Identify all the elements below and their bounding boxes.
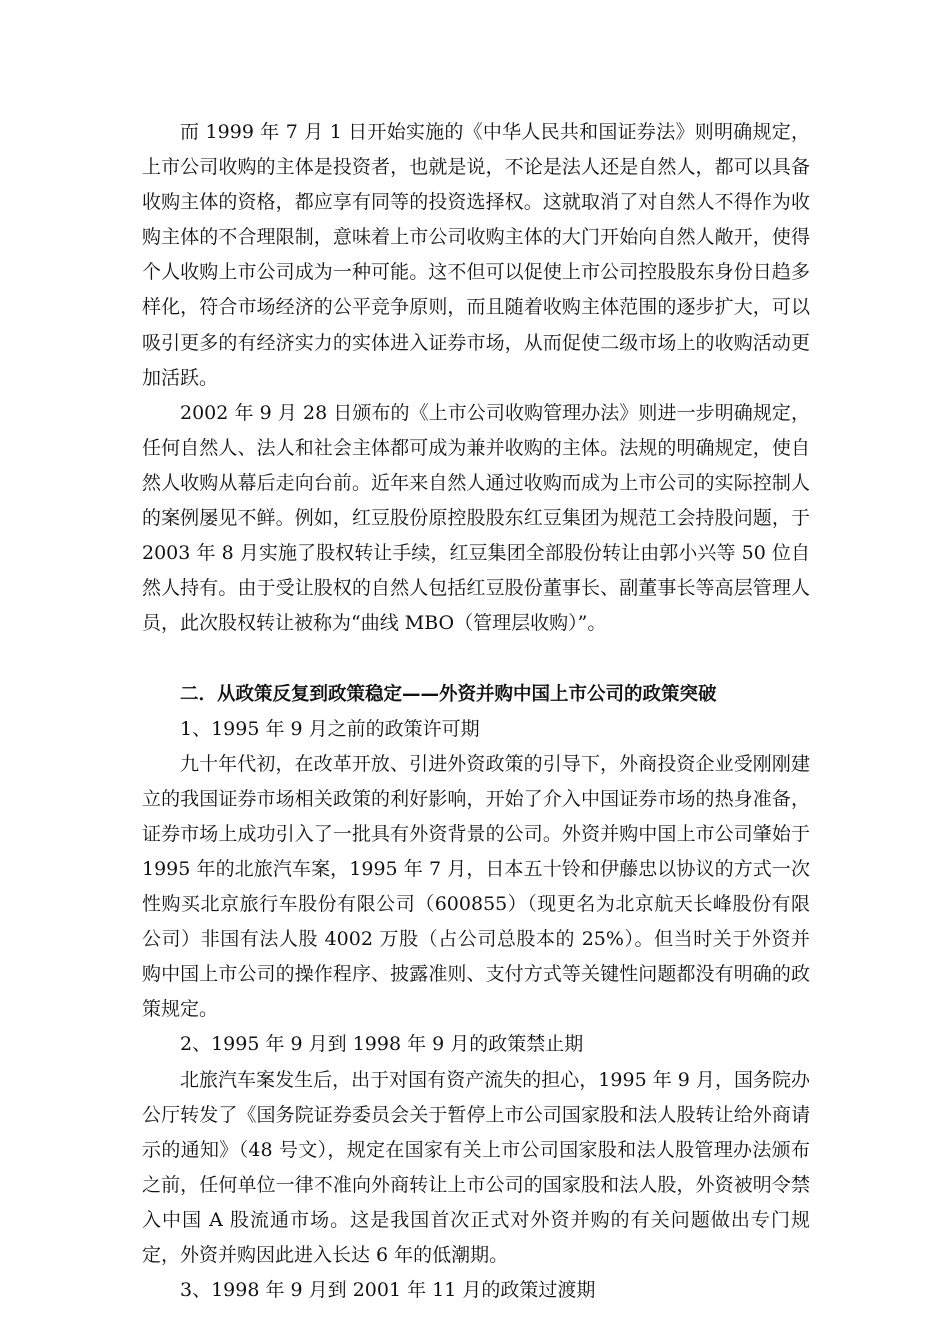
paragraph-acquisition-measures: 2002 年 9 月 28 日颁布的《上市公司收购管理办法》则进一步明确规定，任何自然人、法人和社会主体都可成为兼并收购的主体。法规的明确规定，使自然人收购从幕后走向台前。近年来自然人通过收购而成为上市公司的实际控制人的案例屡见不鲜。例如，红豆股份原控股股东红豆集团为规范工会持股问题，于 2003 年 8 月实施了股权转让手续，红豆集团全部股份转让由郭小兴等 50 位自然人持有。由于受让股权的自然人包括红豆股份董事长、副董事长等高层管理人员，此次股权转让被称为“曲线 MBO（管理层收购）”。 [142,401,810,635]
paragraph-securities-law: 而 1999 年 7 月 1 日开始实施的《中华人民共和国证券法》则明确规定，上市公司收购的主体是投资者，也就是说，不论是法人还是自然人，都可以具备收购主体的资格，都应享有同等的投资选择权。这就取消了对自然人不得作为收购主体的不合理限制，意味着上市公司收购主体的大门开始向自然人敞开，使得个人收购上市公司成为一种可能。这不但可以促使上市公司控股股东身份日趋多样化，符合市场经济的公平竞争原则，而且随着收购主体范围的逐步扩大，可以吸引更多的有经济实力的实体进入证券市场，从而促使二级市场上的收购活动更加活跃。 [142,121,810,389]
subheading-permission-period: 1、1995 年 9 月之前的政策许可期 [180,717,480,740]
paragraph-prohibition-period: 北旅汽车案发生后，出于对国有资产流失的担心，1995 年 9 月，国务院办公厅转发了《国务院证券委员会关于暂停上市公司国家股和法人股转让给外商请示的通知》（48 号文），规定在国家有关上市公司国家股和法人股管理办法颁布之前，任何单位一律不准向外商转让上市公司的国家股和法人股，外资被明令禁入中国 A 股流通市场。这是我国首次正式对外资并购的有关问题做出专门规定，外资并购因此进入长达 6 年的低潮期。 [142,1068,810,1266]
section-heading-foreign-acquisition: 二．从政策反复到政策稳定——外资并购中国上市公司的政策突破 [180,683,717,705]
subheading-transition-period: 3、1998 年 9 月到 2001 年 11 月的政策过渡期 [180,1279,596,1302]
blank-line [142,641,810,676]
document-body [142,115,810,1308]
paragraph-permission-period: 九十年代初，在改革开放、引进外资政策的引导下，外商投资企业受刚刚建立的我国证券市场相关政策的利好影响，开始了介入中国证券市场的热身准备，证券市场上成功引入了一批具有外资背景的公司。外资并购中国上市公司肇始于 1995 年的北旅汽车案，1995 年 7 月，日本五十铃和伊藤忠以协议的方式一次性购买北京旅行车股份有限公司（600855）（现更名为北京航天长峰股份有限公司）非国有法人股 4002 万股（占公司总股本的 25%）。但当时关于外资并购中国上市公司的操作程序、披露准则、支付方式等关键性问题都没有明确的政策规定。 [142,752,810,1021]
subheading-prohibition-period: 2、1995 年 9 月到 1998 年 9 月的政策禁止期 [180,1033,584,1056]
